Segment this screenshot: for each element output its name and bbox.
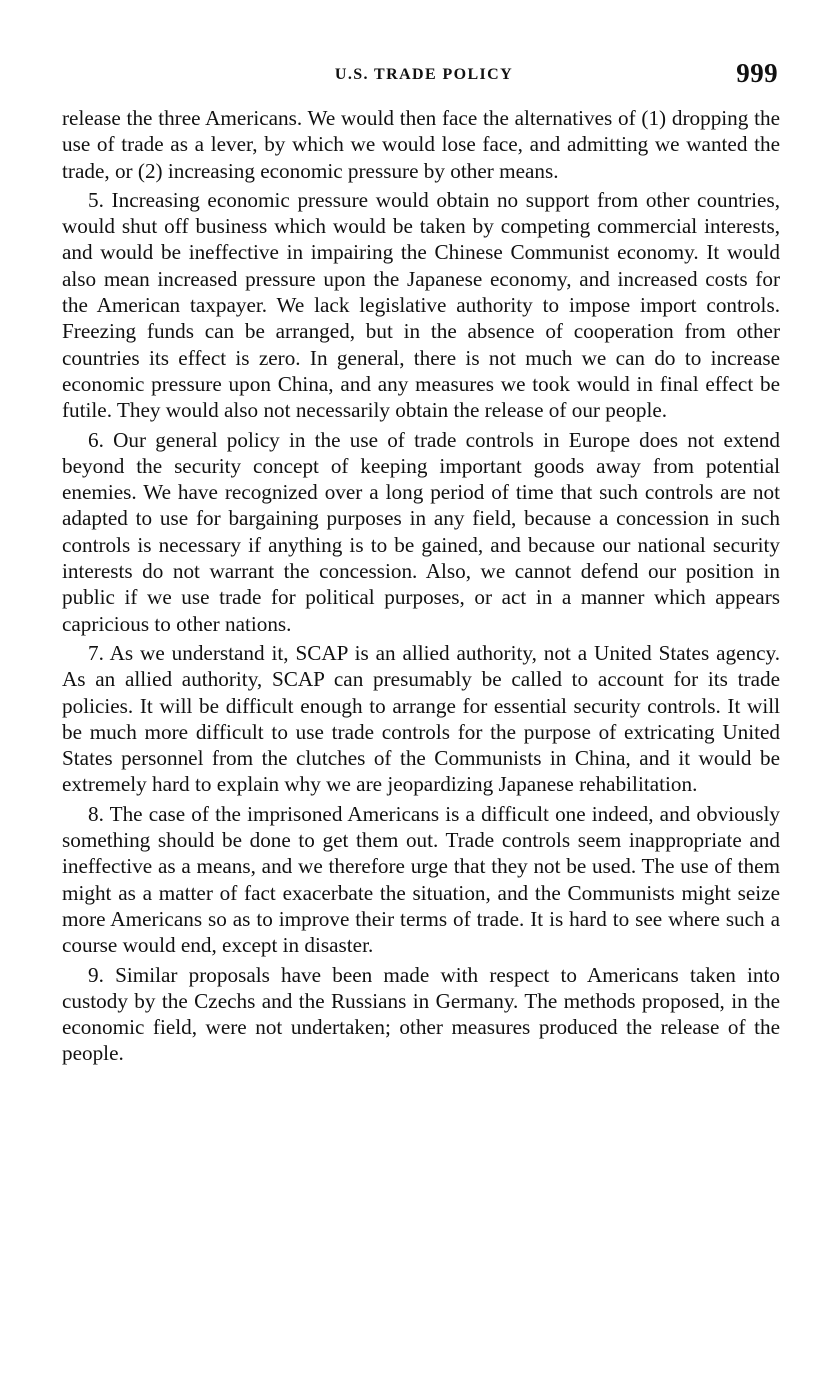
paragraph-9: 9. Similar proposals have been made with respect to Americans taken into custody by the Czechs and the Russians in Germany. The methods proposed, in the economic field, were not undertaken; other measures produced the release of the people.	[62, 962, 780, 1066]
paragraph-7: 7. As we understand it, SCAP is an allied authority, not a United States agency. As an allied authority, SCAP can presumably be called to account for its trade policies. It will be difficult enough to arrange for essential security controls. It will be much more difficult to use trade controls for the purpose of extricating United States personnel from the clutches of the Communists in China, and it would be extremely hard to explain why we are jeopardizing Japanese rehabilitation.	[62, 640, 780, 797]
page-number: 999	[736, 58, 778, 88]
body-text	[62, 105, 780, 1067]
running-head: U.S. TRADE POLICY	[334, 66, 514, 83]
paragraph-8: 8. The case of the imprisoned Americans is a difficult one indeed, and obviously something should be done to get them out. Trade controls seem inappropriate and ineffective as a means, and we therefore urge that they not be used. The use of them might as a matter of fact exacerbate the situation, and the Communists might seize more Americans so as to improve their terms of trade. It is hard to see where such a course would end, except in disaster.	[62, 801, 780, 958]
paragraph-5: 5. Increasing economic pressure would obtain no support from other countries, would shut off business which would be taken by competing commercial interests, and would be ineffective in impairing the Chinese Communist economy. It would also mean increased pressure upon the Japanese economy, and increased costs for the American taxpayer. We lack legislative authority to impose import controls. Freezing funds can be arranged, but in the absence of cooperation from other countries its effect is zero. In general, there is not much we can do to increase economic pressure upon China, and any measures we took would in final effect be futile. They would also not necessarily obtain the release of our people.	[62, 187, 780, 423]
paragraph-continuation: release the three Americans. We would then face the alternatives of (1) dropping the use of trade as a lever, by which we would lose face, and admitting we wanted the trade, or (2) increasing economic pressure by other means.	[62, 106, 780, 183]
page-header	[62, 58, 786, 92]
paragraph-6: 6. Our general policy in the use of trade controls in Europe does not extend beyond the security concept of keeping important goods away from potential enemies. We have recognized over a long period of time that such controls are not adapted to use for bargaining purposes in any field, because a concession in such controls is necessary if anything is to be gained, and because our national security interests do not warrant the concession. Also, we cannot defend our position in public if we use trade for political purposes, or act in a manner which appears capricious to other nations.	[62, 427, 780, 636]
